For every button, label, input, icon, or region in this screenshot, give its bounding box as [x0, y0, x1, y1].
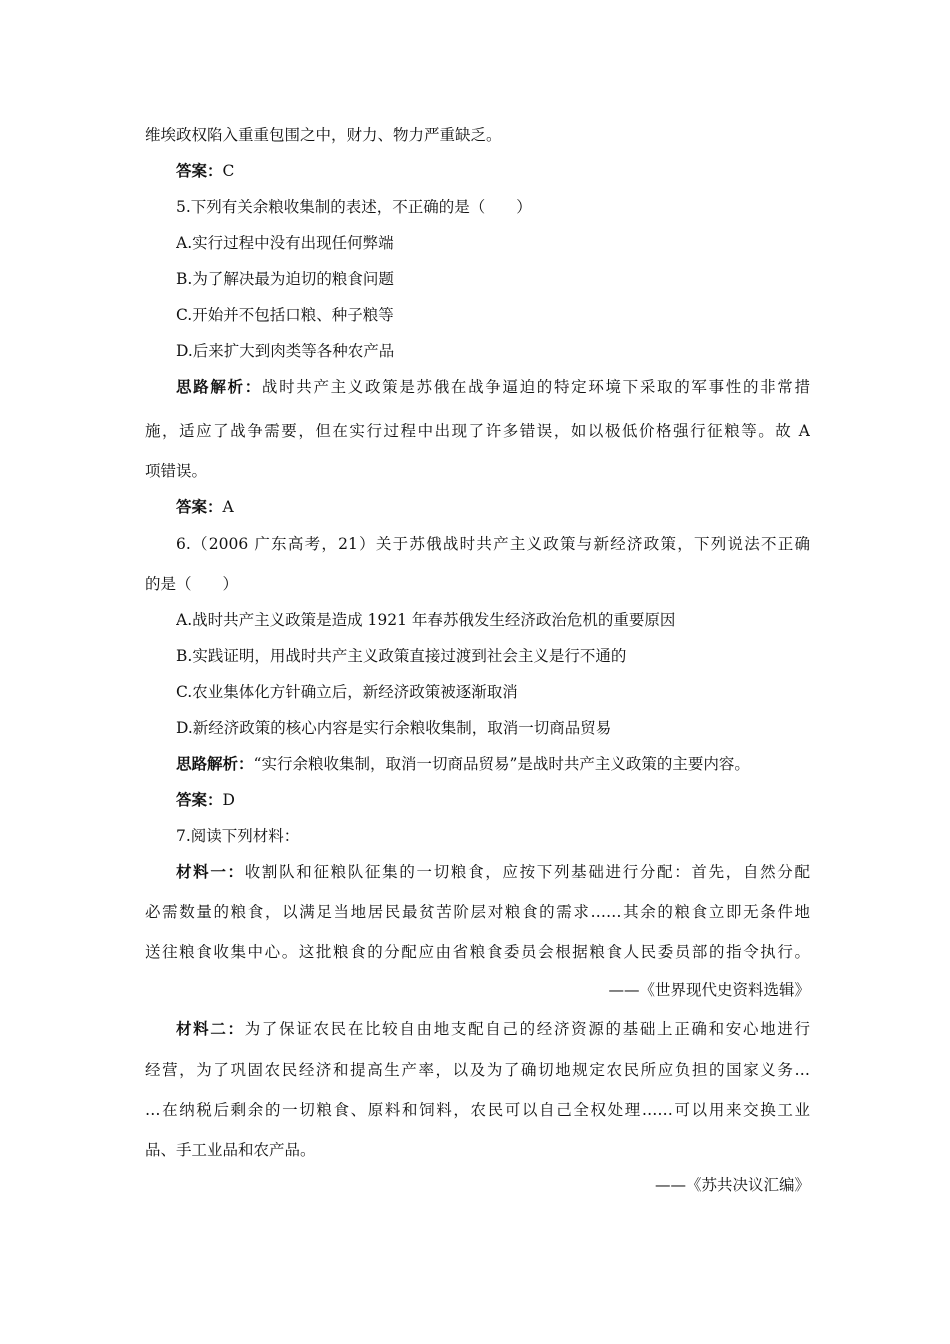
material-text: 为了保证农民在比较自由地支配自己的经济资源的基础上正确和安心地进行	[244, 1020, 810, 1038]
analysis-label: 思路解析：	[176, 377, 262, 396]
q5-option-a: A.实行过程中没有出现任何弊端	[176, 234, 394, 252]
q6-answer	[176, 790, 810, 810]
q5-analysis-line	[176, 377, 810, 397]
material-two-line: …在纳税后剩余的一切粮食、原料和饲料，农民可以自己全权处理……可以用来交换工业	[145, 1101, 810, 1119]
q7-stem: 7.阅读下列材料：	[176, 827, 300, 845]
material-one-line	[176, 862, 810, 882]
material-one-line: 必需数量的粮食，以满足当地居民最贫苦阶层对粮食的需求……其余的粮食立即无条件地	[145, 903, 810, 921]
material-two-line	[176, 1019, 810, 1039]
q6-analysis	[176, 754, 810, 774]
q4-continuation: 维埃政权陷入重重包围之中，财力、物力严重缺乏。	[145, 126, 502, 144]
answer-label: 答案：	[176, 497, 223, 516]
analysis-text: “实行余粮收集制，取消一切商品贸易”是战时共产主义政策的主要内容。	[253, 755, 750, 773]
q6-option-d: D.新经济政策的核心内容是实行余粮收集制，取消一切商品贸易	[176, 719, 612, 737]
q5-analysis-line: 项错误。	[145, 462, 208, 480]
answer-value: A	[222, 498, 234, 516]
answer-value: C	[222, 162, 235, 180]
q5-option-b: B.为了解决最为迫切的粮食问题	[176, 270, 394, 288]
material-label: 材料二：	[176, 1019, 245, 1038]
material-label: 材料一：	[176, 862, 245, 881]
analysis-text: 战时共产主义政策是苏俄在战争逼迫的特定环境下采取的军事性的非常措	[261, 378, 810, 396]
material-two-line: 经营，为了巩固农民经济和提高生产率，以及为了确切地规定农民所应负担的国家义务…	[145, 1061, 810, 1079]
q5-stem: 5.下列有关余粮收集制的表述，不正确的是（ ）	[176, 198, 532, 216]
q4-answer	[176, 161, 810, 181]
analysis-label: 思路解析：	[176, 754, 254, 773]
material-two-line: 品、手工业品和农产品。	[145, 1141, 316, 1159]
answer-value: D	[222, 791, 235, 809]
material-two-source: ——《苏共决议汇编》	[654, 1176, 810, 1194]
q5-option-d: D.后来扩大到肉类等各种农产品	[176, 342, 395, 360]
material-text: 收割队和征粮队征集的一切粮食，应按下列基础进行分配：首先，自然分配	[244, 863, 810, 881]
q6-option-b: B.实践证明，用战时共产主义政策直接过渡到社会主义是行不通的	[176, 647, 627, 665]
q5-analysis-line: 施，适应了战争需要，但在实行过程中出现了许多错误，如以极低价格强行征粮等。故 A	[145, 422, 810, 440]
q6-option-a: A.战时共产主义政策是造成 1921 年春苏俄发生经济政治危机的重要原因	[176, 611, 676, 629]
q5-answer	[176, 497, 810, 517]
q6-option-c: C.农业集体化方针确立后，新经济政策被逐渐取消	[176, 683, 518, 701]
q5-option-c: C.开始并不包括口粮、种子粮等	[176, 306, 394, 324]
q6-stem-line: 的是（ ）	[145, 575, 239, 593]
material-one-line: 送往粮食收集中心。这批粮食的分配应由省粮食委员会根据粮食人民委员部的指令执行。	[145, 943, 810, 961]
answer-label: 答案：	[176, 161, 223, 180]
material-one-source: ——《世界现代史资料选辑》	[608, 981, 810, 999]
q6-stem-line: 6.（2006 广东高考，21）关于苏俄战时共产主义政策与新经济政策，下列说法不正确	[176, 535, 810, 553]
answer-label: 答案：	[176, 790, 223, 809]
